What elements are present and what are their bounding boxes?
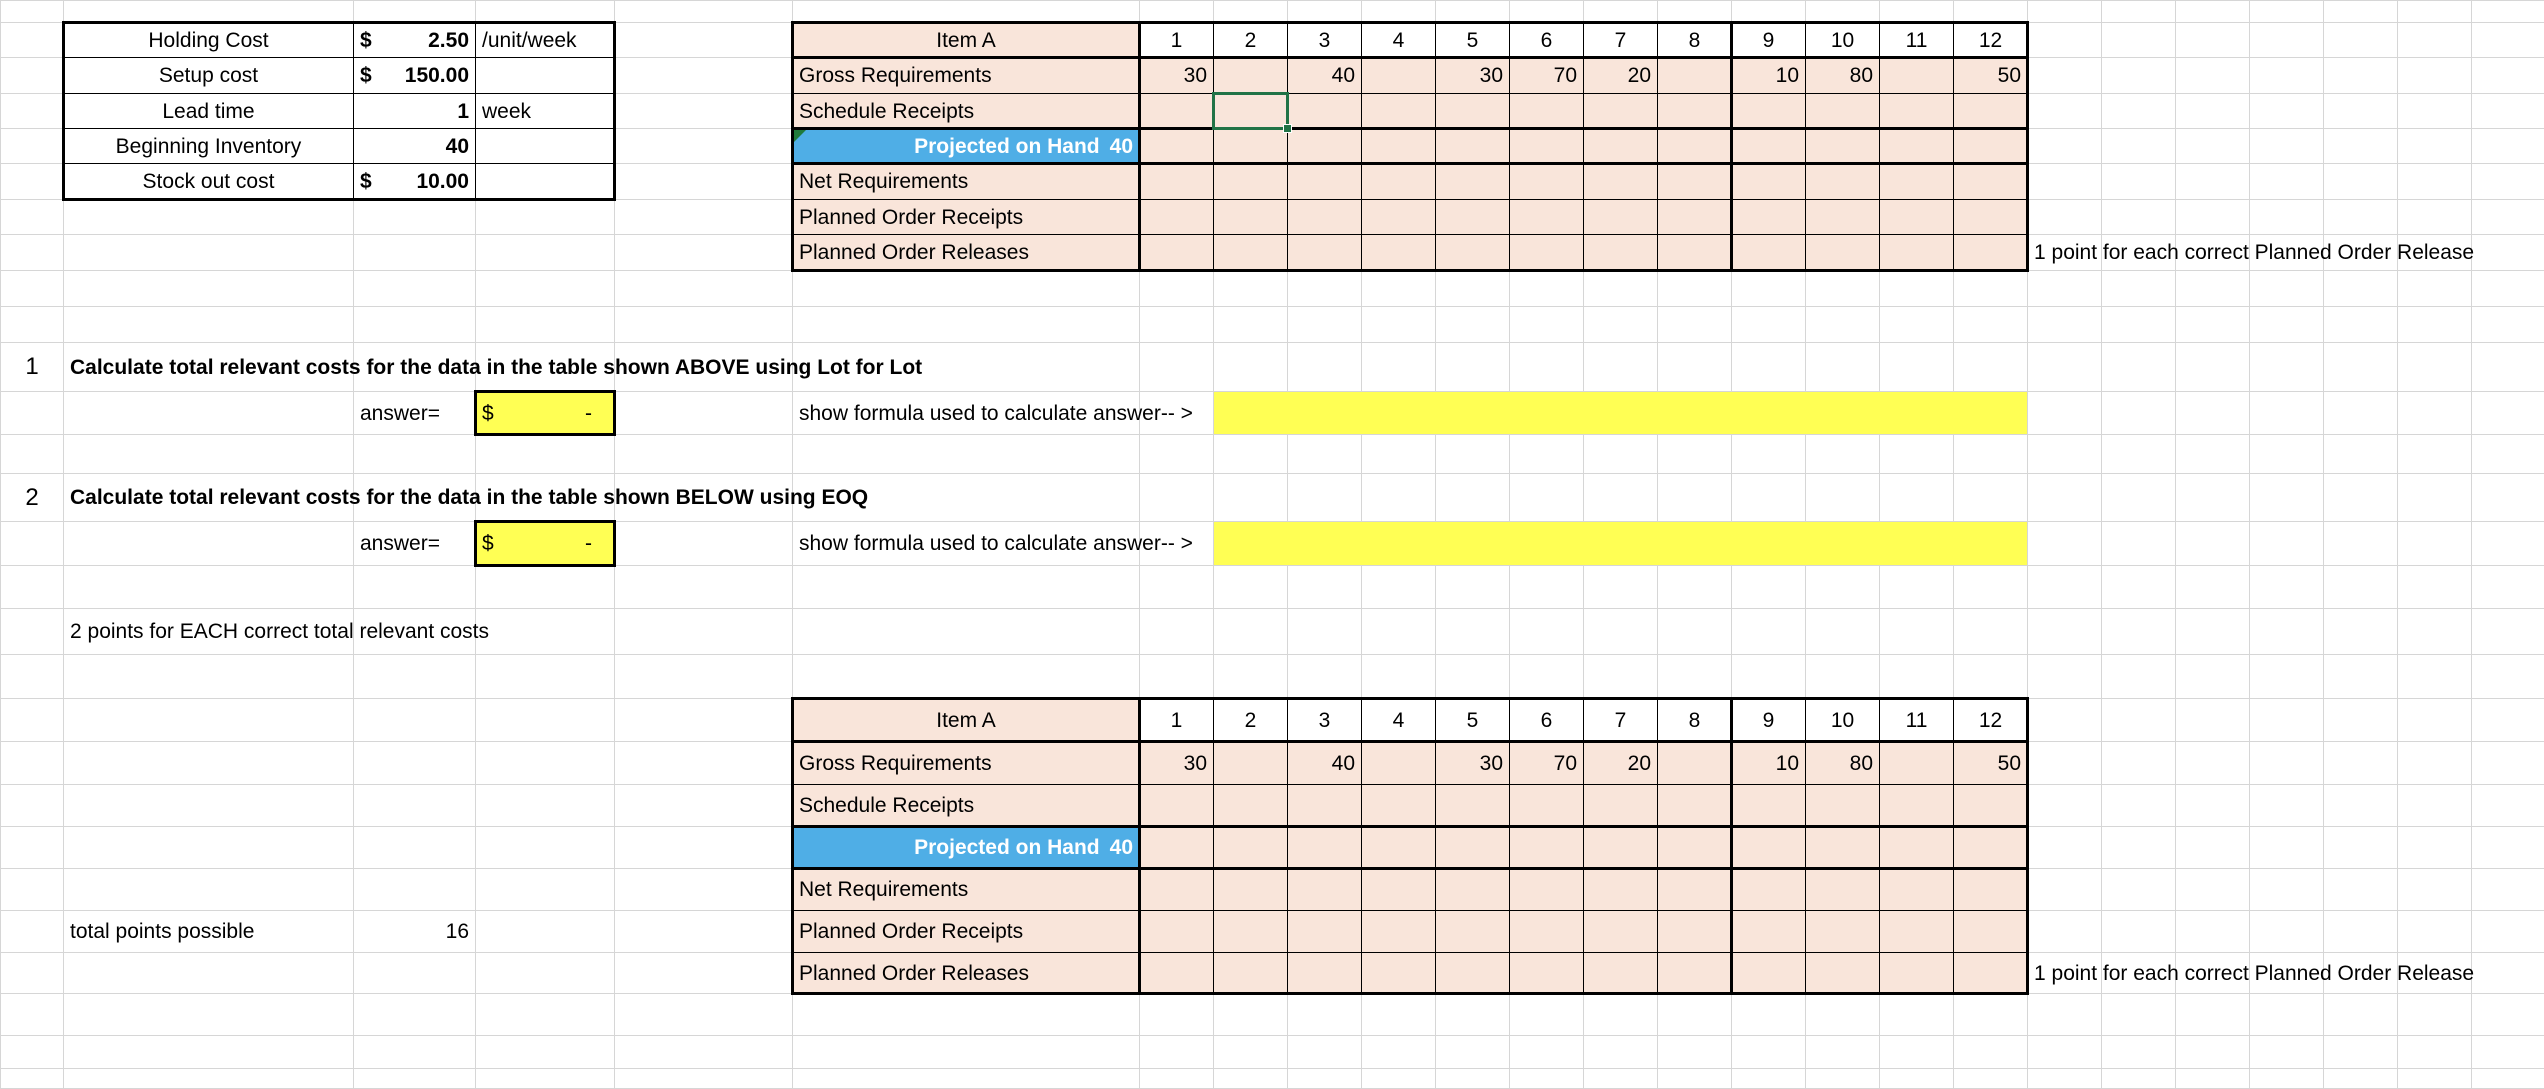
- bottom-table-planned-order-releases-p7[interactable]: [1584, 953, 1657, 993]
- bottom-table-gross-requirements-p5[interactable]: 30: [1436, 742, 1509, 784]
- bottom-table-net-requirements-p4[interactable]: [1362, 869, 1435, 910]
- top-table-net-requirements-p3[interactable]: [1288, 164, 1361, 199]
- top-table-net-requirements-p7[interactable]: [1584, 164, 1657, 199]
- top-table-net-requirements-label[interactable]: Net Requirements: [793, 164, 1139, 199]
- bottom-table-projected-on-hand-p8[interactable]: [1658, 827, 1731, 868]
- question1-formula-field[interactable]: [1214, 392, 2027, 434]
- top-table-net-requirements-p8[interactable]: [1658, 164, 1731, 199]
- question1-answer-value: -: [585, 401, 592, 425]
- top-table-gross-requirements-p2[interactable]: [1214, 58, 1287, 93]
- bottom-table-schedule-receipts-label[interactable]: Schedule Receipts: [793, 785, 1139, 826]
- lead-time-unit[interactable]: week: [482, 99, 532, 123]
- bottom-table-planned-order-releases-p2[interactable]: [1214, 953, 1287, 993]
- top-table-net-requirements-p6[interactable]: [1510, 164, 1583, 199]
- bottom-table-net-requirements-p7[interactable]: [1584, 869, 1657, 910]
- bottom-table-projected-on-hand-p1[interactable]: [1140, 827, 1213, 868]
- bottom-table-planned-order-receipts-p11[interactable]: [1880, 911, 1953, 952]
- top-table-planned-order-releases-p5[interactable]: [1436, 235, 1509, 270]
- question1-answer-label[interactable]: answer=: [360, 401, 440, 425]
- bottom-table-schedule-receipts-p12[interactable]: [1954, 785, 2027, 826]
- stock-out-cost-currency: $: [360, 170, 372, 193]
- bottom-table-period-8[interactable]: 8: [1688, 708, 1701, 732]
- top-table-planned-order-releases-p12[interactable]: [1954, 235, 2027, 270]
- top-table-gross-requirements-p6[interactable]: 70: [1510, 58, 1583, 93]
- bottom-table-projected-on-hand-p5[interactable]: [1436, 827, 1509, 868]
- top-table-schedule-receipts-p6[interactable]: [1510, 94, 1583, 128]
- bottom-table-schedule-receipts-p3[interactable]: [1288, 785, 1361, 826]
- bottom-table-gross-requirements-p7[interactable]: 20: [1584, 742, 1657, 784]
- question1-answer-field[interactable]: [476, 392, 614, 434]
- bottom-table-gross-requirements-p6[interactable]: 70: [1510, 742, 1583, 784]
- top-table-projected-on-hand-p8[interactable]: [1658, 129, 1731, 163]
- holding-cost-value: 2.50: [428, 28, 469, 52]
- top-table-net-requirements-p12[interactable]: [1954, 164, 2027, 199]
- setup-cost-label[interactable]: Setup cost: [158, 64, 259, 87]
- top-table-schedule-receipts-p5[interactable]: [1436, 94, 1509, 128]
- bottom-table-period-5[interactable]: 5: [1466, 708, 1479, 732]
- bottom-table-period-1[interactable]: 1: [1170, 708, 1183, 732]
- bottom-table-planned-order-receipts-p8[interactable]: [1658, 911, 1731, 952]
- top-table-planned-order-receipts-label[interactable]: Planned Order Receipts: [793, 200, 1139, 234]
- top-table-net-requirements-p5[interactable]: [1436, 164, 1509, 199]
- top-table-planned-order-releases-p10[interactable]: [1806, 235, 1879, 270]
- top-table-planned-order-receipts-p3[interactable]: [1288, 200, 1361, 234]
- top-table-planned-order-receipts-p8[interactable]: [1658, 200, 1731, 234]
- question1-number[interactable]: 1: [25, 353, 39, 380]
- stock-out-cost-unit[interactable]: [476, 164, 614, 199]
- bottom-table-schedule-receipts-p6[interactable]: [1510, 785, 1583, 826]
- bottom-table-planned-order-receipts-p3[interactable]: [1288, 911, 1361, 952]
- bottom-table-net-requirements-p9[interactable]: [1732, 869, 1805, 910]
- top-table-gross-requirements-p4[interactable]: [1362, 58, 1435, 93]
- bottom-table-planned-order-releases-p4[interactable]: [1362, 953, 1435, 993]
- top-table-gross-requirements-p11[interactable]: [1880, 58, 1953, 93]
- bottom-table-projected-on-hand-p11[interactable]: [1880, 827, 1953, 868]
- top-table-schedule-receipts-label[interactable]: Schedule Receipts: [793, 94, 1139, 128]
- top-table-planned-order-releases-p9[interactable]: [1732, 235, 1805, 270]
- question1-text[interactable]: Calculate total relevant costs for the data in the table shown ABOVE using Lot for Lot: [70, 355, 923, 379]
- top-table-header-divider: [792, 56, 2027, 59]
- top-table-projected-on-hand-p9[interactable]: [1732, 129, 1805, 163]
- top-table-planned-order-receipts-p12[interactable]: [1954, 200, 2027, 234]
- question2-number[interactable]: 2: [25, 483, 39, 511]
- bottom-table-period-6[interactable]: 6: [1540, 708, 1553, 732]
- total-points-value[interactable]: 16: [445, 920, 469, 943]
- bottom-table-period-10[interactable]: 10: [1830, 708, 1855, 732]
- bottom-table-gross-requirements-p2[interactable]: [1214, 742, 1287, 784]
- top-table-projected-on-hand-p3[interactable]: [1288, 129, 1361, 163]
- holding-cost-label[interactable]: Holding Cost: [148, 28, 269, 52]
- question2-answer-field[interactable]: [476, 522, 614, 565]
- top-table-period-7[interactable]: 7: [1614, 28, 1627, 52]
- top-table-projected-on-hand-p2[interactable]: [1214, 129, 1287, 163]
- beginning-inventory-value[interactable]: 40: [445, 134, 469, 158]
- bottom-table-gross-requirements-label[interactable]: Gross Requirements: [793, 742, 1139, 784]
- bottom-table-projected-on-hand-p9[interactable]: [1732, 827, 1805, 868]
- top-table-gross-requirements-p7[interactable]: 20: [1584, 58, 1657, 93]
- top-table-planned-order-receipts-p4[interactable]: [1362, 200, 1435, 234]
- bottom-table-projected-on-hand-p12[interactable]: [1954, 827, 2027, 868]
- top-table-period-4[interactable]: 4: [1392, 28, 1405, 52]
- top-table-gross-requirements-p10[interactable]: 80: [1806, 58, 1879, 93]
- bottom-table-period-4[interactable]: 4: [1392, 708, 1405, 732]
- top-table-gross-requirements-label[interactable]: Gross Requirements: [793, 58, 1139, 93]
- top-table-net-requirements-p4[interactable]: [1362, 164, 1435, 199]
- top-table-planned-order-releases-p2[interactable]: [1214, 235, 1287, 270]
- bottom-table-projected-on-hand-p2[interactable]: [1214, 827, 1287, 868]
- bottom-table-planned-order-releases-p5[interactable]: [1436, 953, 1509, 993]
- bottom-table-period-9[interactable]: 9: [1762, 708, 1775, 732]
- bottom-table-projected-on-hand-p7[interactable]: [1584, 827, 1657, 868]
- top-table-note[interactable]: 1 point for each correct Planned Order Release: [2034, 241, 2475, 264]
- bottom-table-planned-order-releases-label[interactable]: Planned Order Releases: [793, 953, 1139, 993]
- bottom-table-item-label[interactable]: Item A: [793, 699, 1139, 741]
- top-table-schedule-receipts-p3[interactable]: [1288, 94, 1361, 128]
- bottom-table-column-divider: [1730, 698, 1733, 993]
- bottom-table-planned-order-releases-p1[interactable]: [1140, 953, 1213, 993]
- bottom-table-planned-order-releases-p12[interactable]: [1954, 953, 2027, 993]
- top-table-net-requirements-p11[interactable]: [1880, 164, 1953, 199]
- bottom-table-header-divider: [792, 740, 2027, 743]
- top-table-projected-on-hand-p6[interactable]: [1510, 129, 1583, 163]
- bottom-table-period-3[interactable]: 3: [1318, 708, 1331, 732]
- bottom-table-planned-order-receipts-p2[interactable]: [1214, 911, 1287, 952]
- bottom-table-planned-order-receipts-p1[interactable]: [1140, 911, 1213, 952]
- top-table-schedule-receipts-p12[interactable]: [1954, 94, 2027, 128]
- top-table-planned-order-releases-p6[interactable]: [1510, 235, 1583, 270]
- bottom-table-gross-requirements-p4[interactable]: [1362, 742, 1435, 784]
- top-table-planned-order-receipts-p2[interactable]: [1214, 200, 1287, 234]
- lead-time-value[interactable]: 1: [457, 99, 469, 123]
- top-table-schedule-receipts-p4[interactable]: [1362, 94, 1435, 128]
- bottom-table-planned-order-releases-p11[interactable]: [1880, 953, 1953, 993]
- bottom-table-projected-on-hand-p6[interactable]: [1510, 827, 1583, 868]
- bottom-table-column-divider: [1138, 698, 1141, 993]
- setup-cost-unit[interactable]: [476, 58, 614, 93]
- holding-cost-unit[interactable]: /unit/week: [482, 28, 577, 52]
- bottom-table-schedule-receipts-p4[interactable]: [1362, 785, 1435, 826]
- holding-cost-currency: $: [360, 28, 372, 52]
- bottom-table-net-requirements-p3[interactable]: [1288, 869, 1361, 910]
- top-table-period-12[interactable]: 12: [1978, 28, 2003, 52]
- bottom-table-period-2[interactable]: 2: [1244, 708, 1257, 732]
- top-table-period-11[interactable]: 11: [1905, 28, 1928, 52]
- top-table-column-divider: [1138, 22, 1141, 270]
- top-table-period-10[interactable]: 10: [1830, 28, 1855, 52]
- bottom-table-projected-on-hand-p4[interactable]: [1362, 827, 1435, 868]
- top-table-gross-requirements-p8[interactable]: [1658, 58, 1731, 93]
- bottom-table-schedule-receipts-p8[interactable]: [1658, 785, 1731, 826]
- setup-cost-value: 150.00: [404, 64, 469, 87]
- bottom-table-net-requirements-p8[interactable]: [1658, 869, 1731, 910]
- question2-formula-label[interactable]: show formula used to calculate answer-- >: [799, 532, 1193, 555]
- top-table-schedule-receipts-p7[interactable]: [1584, 94, 1657, 128]
- bottom-table-net-requirements-p6[interactable]: [1510, 869, 1583, 910]
- bottom-table-planned-order-releases-p9[interactable]: [1732, 953, 1805, 993]
- top-table-planned-order-releases-p7[interactable]: [1584, 235, 1657, 270]
- top-table-net-requirements-p1[interactable]: [1140, 164, 1213, 199]
- top-table-schedule-receipts-p11[interactable]: [1880, 94, 1953, 128]
- beginning-inventory-unit[interactable]: [476, 129, 614, 163]
- top-table-gross-requirements-p12[interactable]: 50: [1954, 58, 2027, 93]
- bottom-table-projected-label[interactable]: [793, 827, 1139, 868]
- top-table-planned-order-receipts-p7[interactable]: [1584, 200, 1657, 234]
- top-table-gross-requirements-p5[interactable]: 30: [1436, 58, 1509, 93]
- bottom-table-schedule-receipts-p2[interactable]: [1214, 785, 1287, 826]
- top-table-schedule-receipts-p9[interactable]: [1732, 94, 1805, 128]
- top-table-schedule-receipts-p1[interactable]: [1140, 94, 1213, 128]
- bottom-table-planned-order-releases-p6[interactable]: [1510, 953, 1583, 993]
- question2-answer-label[interactable]: answer=: [360, 532, 440, 555]
- setup-cost[interactable]: [354, 58, 475, 93]
- top-table-projected-on-hand-p11[interactable]: [1880, 129, 1953, 163]
- bottom-table-planned-order-releases-p10[interactable]: [1806, 953, 1879, 993]
- setup-cost-currency: $: [360, 64, 372, 87]
- bottom-table-schedule-receipts-p7[interactable]: [1584, 785, 1657, 826]
- bottom-table-net-requirements-p5[interactable]: [1436, 869, 1509, 910]
- question1-formula-label[interactable]: show formula used to calculate answer-- >: [799, 401, 1193, 425]
- bottom-table-schedule-receipts-p9[interactable]: [1732, 785, 1805, 826]
- question1-answer-currency: $: [482, 401, 494, 425]
- top-table-projected-value: 40: [1109, 134, 1133, 158]
- top-table-planned-order-releases-label[interactable]: Planned Order Releases: [793, 235, 1139, 270]
- bottom-table-net-requirements-p2[interactable]: [1214, 869, 1287, 910]
- error-indicator-icon: [794, 130, 806, 142]
- bottom-table-gross-requirements-p8[interactable]: [1658, 742, 1731, 784]
- top-table-gross-requirements-p9[interactable]: 10: [1732, 58, 1805, 93]
- bottom-table-planned-order-receipts-p6[interactable]: [1510, 911, 1583, 952]
- bottom-table-planned-order-receipts-p12[interactable]: [1954, 911, 2027, 952]
- question2-text[interactable]: Calculate total relevant costs for the data in the table shown BELOW using EOQ: [70, 486, 869, 509]
- lead-time-label[interactable]: Lead time: [162, 99, 255, 123]
- bottom-table-planned-order-releases-p3[interactable]: [1288, 953, 1361, 993]
- stock-out-cost[interactable]: [354, 164, 475, 199]
- top-table-planned-order-receipts-p1[interactable]: [1140, 200, 1213, 234]
- top-table-period-6[interactable]: 6: [1540, 28, 1553, 52]
- top-table-projected-on-hand-p10[interactable]: [1806, 129, 1879, 163]
- top-table-planned-order-receipts-p5[interactable]: [1436, 200, 1509, 234]
- top-table-schedule-receipts-p2[interactable]: [1214, 94, 1287, 128]
- top-table-schedule-receipts-p10[interactable]: [1806, 94, 1879, 128]
- question2-answer-value: -: [585, 532, 592, 555]
- bottom-table-gross-requirements-p12[interactable]: 50: [1954, 742, 2027, 784]
- top-table-item-label[interactable]: Item A: [793, 23, 1139, 57]
- top-table-column-divider: [1730, 22, 1733, 270]
- bottom-table-net-requirements-p11[interactable]: [1880, 869, 1953, 910]
- top-table-projected-label-text: Projected on Hand: [914, 134, 1100, 158]
- top-table-period-8[interactable]: 8: [1688, 28, 1701, 52]
- top-table-planned-order-releases-p1[interactable]: [1140, 235, 1213, 270]
- bottom-table-schedule-receipts-p11[interactable]: [1880, 785, 1953, 826]
- bottom-table-gross-requirements-p11[interactable]: [1880, 742, 1953, 784]
- top-table-planned-order-receipts-p10[interactable]: [1806, 200, 1879, 234]
- bottom-table-schedule-receipts-p10[interactable]: [1806, 785, 1879, 826]
- bottom-table-planned-order-receipts-p10[interactable]: [1806, 911, 1879, 952]
- question2-formula-field[interactable]: [1214, 522, 2027, 565]
- top-table-schedule-receipts-p8[interactable]: [1658, 94, 1731, 128]
- top-table-period-3[interactable]: 3: [1318, 28, 1331, 52]
- top-table-gross-requirements-p3[interactable]: 40: [1288, 58, 1361, 93]
- top-table-projected-on-hand-p7[interactable]: [1584, 129, 1657, 163]
- bottom-table-planned-order-releases-p8[interactable]: [1658, 953, 1731, 993]
- top-table-period-1[interactable]: 1: [1170, 28, 1183, 52]
- bottom-table-net-requirements-label[interactable]: Net Requirements: [793, 869, 1139, 910]
- bottom-table-gross-requirements-p1[interactable]: 30: [1140, 742, 1213, 784]
- top-table-planned-order-releases-p8[interactable]: [1658, 235, 1731, 270]
- top-table-period-5[interactable]: 5: [1466, 28, 1479, 52]
- bottom-table-projected-value: 40: [1109, 836, 1133, 859]
- bottom-table-projected-on-hand-p10[interactable]: [1806, 827, 1879, 868]
- bottom-table-net-requirements-p10[interactable]: [1806, 869, 1879, 910]
- bottom-table-note[interactable]: 1 point for each correct Planned Order Release: [2034, 961, 2475, 985]
- bottom-table-gross-requirements-p3[interactable]: 40: [1288, 742, 1361, 784]
- top-table-planned-order-releases-p4[interactable]: [1362, 235, 1435, 270]
- top-table-net-requirements-p9[interactable]: [1732, 164, 1805, 199]
- bottom-table-schedule-receipts-p1[interactable]: [1140, 785, 1213, 826]
- points-note[interactable]: 2 points for EACH correct total relevant costs: [70, 620, 490, 643]
- top-table-planned-order-receipts-p11[interactable]: [1880, 200, 1953, 234]
- bottom-table-planned-order-receipts-p7[interactable]: [1584, 911, 1657, 952]
- bottom-table-projected-label-text: Projected on Hand: [914, 836, 1100, 859]
- bottom-table-period-7[interactable]: 7: [1614, 708, 1627, 732]
- bottom-table-net-requirements-p1[interactable]: [1140, 869, 1213, 910]
- top-table-planned-order-receipts-p6[interactable]: [1510, 200, 1583, 234]
- top-table-net-requirements-p10[interactable]: [1806, 164, 1879, 199]
- stock-out-cost-value: 10.00: [416, 170, 469, 193]
- top-table-projected-on-hand-p4[interactable]: [1362, 129, 1435, 163]
- bottom-table-projected-on-hand-p3[interactable]: [1288, 827, 1361, 868]
- top-table-projected-on-hand-p5[interactable]: [1436, 129, 1509, 163]
- bottom-table-gross-requirements-p10[interactable]: 80: [1806, 742, 1879, 784]
- bottom-table-period-11[interactable]: 11: [1905, 708, 1928, 732]
- bottom-table-planned-order-receipts-p5[interactable]: [1436, 911, 1509, 952]
- top-table-net-requirements-p2[interactable]: [1214, 164, 1287, 199]
- top-table-planned-order-releases-p3[interactable]: [1288, 235, 1361, 270]
- bottom-table-gross-requirements-p9[interactable]: 10: [1732, 742, 1805, 784]
- bottom-table-planned-order-receipts-p9[interactable]: [1732, 911, 1805, 952]
- top-table-projected-label[interactable]: [793, 129, 1139, 163]
- holding-cost[interactable]: [354, 23, 475, 57]
- top-table-gross-requirements-p1[interactable]: 30: [1140, 58, 1213, 93]
- bottom-table-planned-order-receipts-p4[interactable]: [1362, 911, 1435, 952]
- bottom-table-planned-order-receipts-label[interactable]: Planned Order Receipts: [793, 911, 1139, 952]
- bottom-table-schedule-receipts-p5[interactable]: [1436, 785, 1509, 826]
- top-table-planned-order-receipts-p9[interactable]: [1732, 200, 1805, 234]
- fill-handle[interactable]: [1283, 124, 1292, 133]
- top-table-planned-order-releases-p11[interactable]: [1880, 235, 1953, 270]
- top-table-period-9[interactable]: 9: [1762, 28, 1775, 52]
- top-table-period-2[interactable]: 2: [1244, 28, 1257, 52]
- stock-out-cost-label[interactable]: Stock out cost: [142, 170, 275, 193]
- question2-answer-currency: $: [482, 532, 494, 555]
- total-points-label[interactable]: total points possible: [70, 920, 255, 943]
- top-table-projected-on-hand-p1[interactable]: [1140, 129, 1213, 163]
- top-table-projected-on-hand-p12[interactable]: [1954, 129, 2027, 163]
- bottom-table-period-12[interactable]: 12: [1978, 708, 2003, 732]
- bottom-table-net-requirements-p12[interactable]: [1954, 869, 2027, 910]
- beginning-inventory-label[interactable]: Beginning Inventory: [115, 134, 302, 158]
